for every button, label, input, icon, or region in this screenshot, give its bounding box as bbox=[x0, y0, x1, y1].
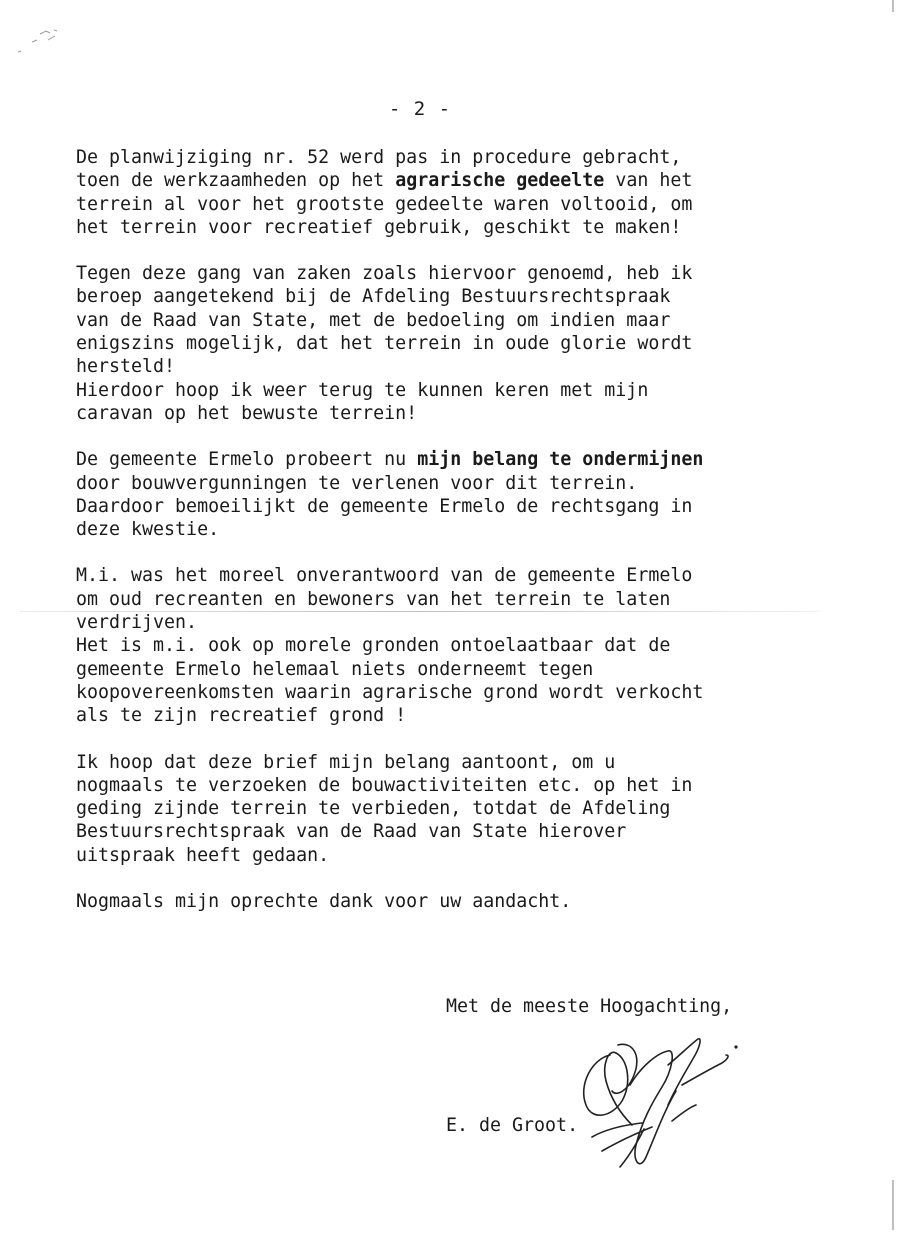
closing-salutation: Met de meeste Hoogachting, bbox=[446, 996, 733, 1017]
text-segment: Nogmaals mijn oprechte dank voor uw aandacht. bbox=[76, 891, 572, 913]
text-line bbox=[76, 285, 836, 308]
text-line bbox=[76, 797, 836, 820]
text-segment: koopovereenkomsten waarin agrarische grond wordt verkocht bbox=[76, 681, 704, 703]
text-line bbox=[76, 216, 836, 239]
text-line bbox=[76, 890, 836, 913]
text-line bbox=[76, 472, 836, 495]
text-segment: Bestuursrechtspraak van de Raad van State hierover bbox=[76, 821, 627, 843]
text-segment: terrein al voor het grootste gedeelte waren voltooid, om bbox=[76, 193, 693, 215]
text-line bbox=[76, 704, 836, 727]
text-segment: beroep aangetekend bij de Afdeling Bestuursrechtspraak bbox=[76, 286, 671, 308]
text-line bbox=[76, 309, 836, 332]
text-line bbox=[76, 564, 836, 587]
text-line bbox=[76, 588, 836, 611]
text-segment: gemeente Ermelo helemaal niets onderneemt tegen bbox=[76, 658, 594, 680]
text-line bbox=[76, 169, 836, 192]
text-line bbox=[76, 332, 836, 355]
text-line bbox=[76, 634, 836, 657]
text-segment: Tegen deze gang van zaken zoals hiervoor genoemd, heb ik bbox=[76, 263, 693, 285]
scan-artifact-line bbox=[20, 611, 820, 612]
paragraph bbox=[76, 262, 836, 425]
letter-body bbox=[76, 146, 836, 936]
text-line bbox=[76, 844, 836, 867]
text-line bbox=[76, 518, 836, 541]
text-line bbox=[76, 193, 836, 216]
text-line bbox=[76, 355, 836, 378]
text-segment: van de Raad van State, met de bedoeling om indien maar bbox=[76, 309, 671, 331]
text-segment: toen de werkzaamheden op het bbox=[76, 170, 396, 192]
handwritten-signature bbox=[572, 1025, 752, 1185]
text-segment: geding zijnde terrein te verbieden, totdat de Afdeling bbox=[76, 798, 671, 820]
scan-edge-mark bbox=[892, 1180, 894, 1230]
text-segment: deze kwestie. bbox=[76, 519, 220, 541]
text-line bbox=[76, 262, 836, 285]
text-line bbox=[76, 658, 836, 681]
paragraph bbox=[76, 448, 836, 541]
text-segment: M.i. was het moreel onverantwoord van de gemeente Ermelo bbox=[76, 565, 693, 587]
text-segment: verdrijven. bbox=[76, 612, 198, 634]
text-line bbox=[76, 448, 836, 471]
text-segment: De gemeente Ermelo probeert nu bbox=[76, 449, 418, 471]
text-line bbox=[76, 751, 836, 774]
text-line bbox=[76, 146, 836, 169]
scan-noise-mark bbox=[10, 20, 70, 60]
text-segment: Daardoor bemoeilijkt de gemeente Ermelo de rechtsgang in bbox=[76, 495, 693, 517]
paragraph bbox=[76, 890, 836, 913]
text-line bbox=[76, 495, 836, 518]
text-line bbox=[76, 681, 836, 704]
paragraph bbox=[76, 146, 836, 239]
bold-text-segment: mijn belang te ondermijnen bbox=[417, 449, 704, 471]
text-segment: als te zijn recreatief grond ! bbox=[76, 705, 407, 727]
text-line bbox=[76, 379, 836, 402]
text-segment: om oud recreanten en bewoners van het terrein te laten bbox=[76, 588, 671, 610]
bold-text-segment: agrarische gedeelte bbox=[395, 170, 605, 192]
scan-edge-mark bbox=[892, 0, 894, 12]
paragraph bbox=[76, 751, 836, 867]
text-segment: enigszins mogelijk, dat het terrein in oude glorie wordt bbox=[76, 333, 693, 355]
text-segment: van het bbox=[604, 170, 693, 192]
text-line bbox=[76, 820, 836, 843]
text-line bbox=[76, 774, 836, 797]
text-segment: het terrein voor recreatief gebruik, geschikt te maken! bbox=[76, 216, 682, 238]
text-segment: caravan op het bewuste terrein! bbox=[76, 402, 418, 424]
page-number: - 2 - bbox=[388, 98, 452, 120]
paragraph bbox=[76, 564, 836, 727]
text-segment: Hierdoor hoop ik weer terug te kunnen keren met mijn bbox=[76, 379, 649, 401]
text-line bbox=[76, 402, 836, 425]
text-segment: Ik hoop dat deze brief mijn belang aantoont, om u bbox=[76, 751, 616, 773]
signer-name: E. de Groot. bbox=[446, 1115, 579, 1136]
text-segment: De planwijziging nr. 52 werd pas in procedure gebracht, bbox=[76, 147, 682, 168]
text-segment: Het is m.i. ook op morele gronden ontoelaatbaar dat de bbox=[76, 635, 671, 657]
text-segment: door bouwvergunningen te verlenen voor dit terrein. bbox=[76, 472, 638, 494]
text-segment: nogmaals te verzoeken de bouwactiviteiten etc. op het in bbox=[76, 774, 693, 796]
text-segment: hersteld! bbox=[76, 356, 176, 378]
text-segment: uitspraak heeft gedaan. bbox=[76, 844, 330, 866]
text-line bbox=[76, 611, 836, 634]
